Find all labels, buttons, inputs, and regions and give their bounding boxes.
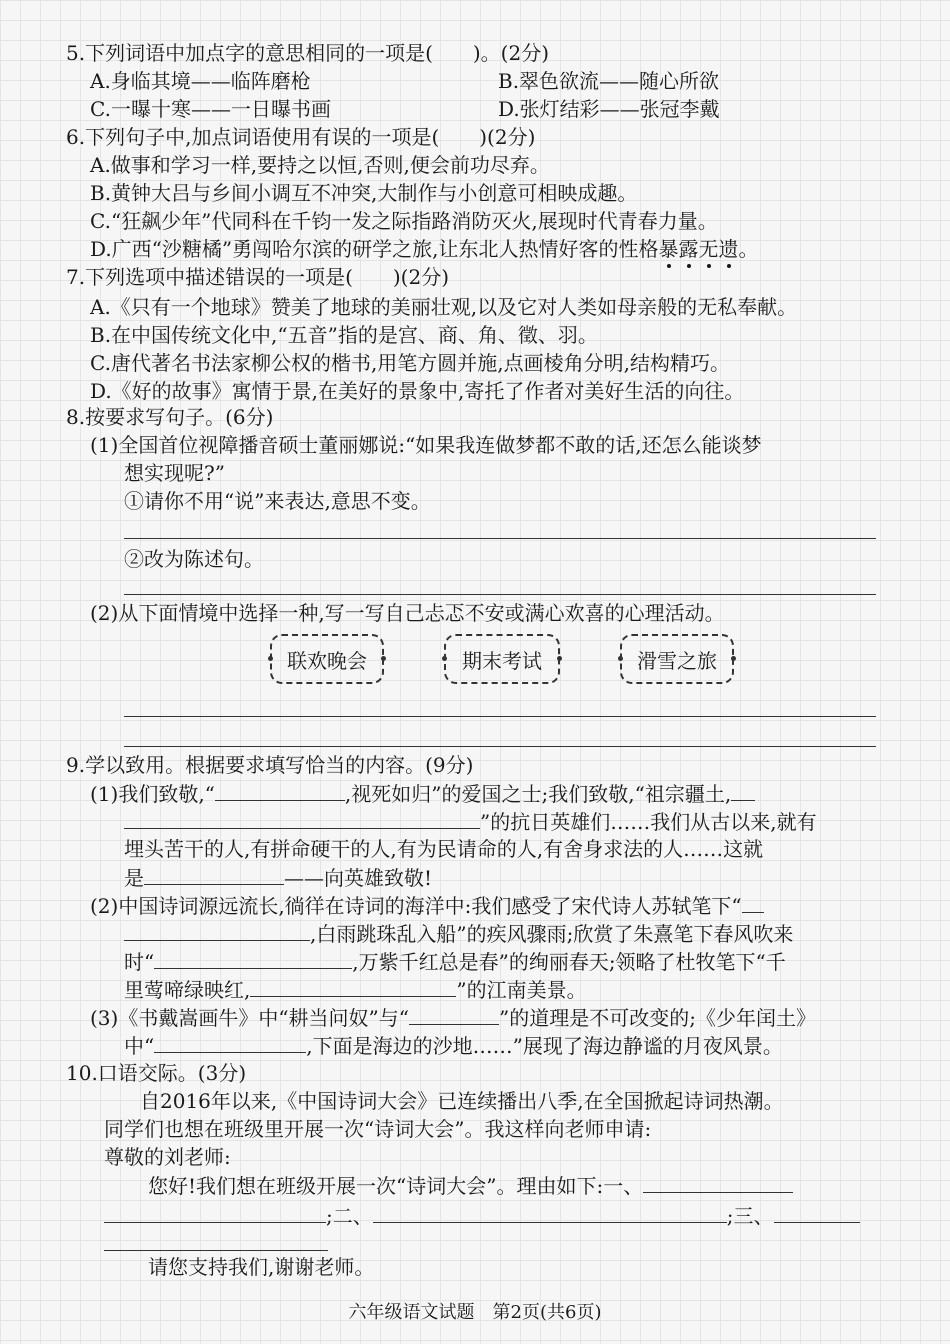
q6-stem: 6.下列句子中,加点词语使用有误的一项是( )(2分) (66, 125, 536, 149)
answer-line[interactable] (124, 594, 876, 595)
fill-blank[interactable] (154, 948, 352, 969)
q9-part3-line2 (124, 1032, 783, 1059)
q9-text: ——向英雄致敬! (284, 866, 433, 890)
q9-part1-line2 (124, 808, 817, 835)
q8-part1-line2: 想实现呢?” (124, 461, 225, 485)
fill-blank[interactable] (124, 920, 310, 941)
q6-option-a: A.做事和学习一样,要持之以恒,否则,便会前功尽弃。 (90, 153, 550, 177)
q7-option-b: B.在中国传统文化中,“五音”指的是宫、商、角、徵、羽。 (90, 323, 598, 347)
q6-option-d-text: D.广西“沙糖橘”勇闯哈尔滨的研学之旅,让东北人热情好客的性格 (90, 237, 659, 261)
q9-text: ,白雨跳珠乱入船”的疾风骤雨;欣赏了朱熹笔下春风吹来 (310, 922, 794, 946)
q9-part1-line4 (124, 864, 432, 891)
fill-blank[interactable] (154, 1032, 306, 1053)
q10-stem: 10.口语交际。(3分) (66, 1061, 247, 1085)
fill-blank[interactable] (124, 808, 480, 829)
answer-line[interactable] (124, 538, 876, 539)
dotted-char: 露 (678, 237, 699, 261)
q9-text: (3)《书戴嵩画牛》中“耕当问奴”与“ (90, 1006, 410, 1030)
q9-part3-line1 (90, 1004, 816, 1031)
dotted-char: 遗 (718, 237, 739, 261)
q9-part2-line3 (124, 948, 786, 975)
fill-blank[interactable] (250, 976, 456, 997)
q9-text: ,万紫千红总是春”的绚丽春天;领略了杜牧笔下“千 (352, 950, 786, 974)
q9-text: (1)我们致敬,“ (90, 782, 215, 806)
fill-blank[interactable] (144, 864, 284, 885)
scenario-option-exam[interactable]: 期末考试 (444, 634, 560, 684)
q6-option-d (90, 236, 759, 262)
q6-option-c: C.“狂飙少年”代同科在千钧一发之际指路消防灭火,展现时代青春力量。 (90, 209, 718, 233)
fill-blank[interactable] (373, 1202, 727, 1223)
q9-part2-line1 (90, 892, 764, 919)
dotted-char: 无 (698, 237, 719, 261)
q9-text: 里莺啼绿映红, (124, 978, 251, 1002)
q8-stem: 8.按要求写句子。(6分) (66, 405, 274, 429)
q7-option-a: A.《只有一个地球》赞美了地球的美丽壮观,以及它对人类如母亲般的无私奉献。 (90, 295, 798, 319)
q5-option-c: C.一曝十寒——一日曝书画 (90, 97, 331, 121)
q9-text: 中“ (124, 1034, 155, 1058)
q9-part1-line1 (90, 780, 755, 807)
scenario-option-party[interactable]: 联欢晚会 (270, 634, 384, 684)
q10-intro-line1: 自2016年以来,《中国诗词大会》已连续播出八季,在全国掀起诗词热潮。 (140, 1089, 784, 1113)
q9-text: ”的抗日英雄们……我们从古以来,就有 (480, 810, 817, 834)
q9-text: ,视死如归”的爱国之士;我们致敬,“祖宗疆土, (344, 782, 732, 806)
q8-part1-sub1: ①请你不用“说”来表达,意思不变。 (124, 489, 431, 513)
answer-line[interactable] (124, 746, 876, 747)
q9-part1-line3: 埋头苦干的人,有拼命硬干的人,有为民请命的人,有舍身求法的人……这就 (124, 837, 764, 861)
q10-salutation: 尊敬的刘老师: (104, 1145, 231, 1169)
q8-part1-sub2: ②改为陈述句。 (124, 547, 264, 571)
q9-text: 是 (124, 866, 144, 890)
q9-text: ”的江南美景。 (456, 978, 587, 1002)
q7-option-d: D.《好的故事》寓情于景,在美好的景象中,寄托了作者对美好生活的向往。 (90, 379, 745, 403)
answer-line[interactable] (124, 716, 876, 717)
fill-blank[interactable] (643, 1172, 793, 1193)
q9-text: (2)中国诗词源远流长,徜徉在诗词的海洋中:我们感受了宋代诗人苏轼笔下“ (90, 894, 742, 918)
q9-text: ,下面是海边的沙地……”展现了海边静谧的月夜风景。 (306, 1034, 783, 1058)
fill-blank[interactable] (742, 892, 764, 913)
q7-option-c: C.唐代著名书法家柳公权的楷书,用笔方圆并施,点画棱角分明,结构精巧。 (90, 351, 731, 375)
answer-line[interactable] (104, 1250, 328, 1251)
q10-intro-line2: 同学们也想在班级里开展一次“诗词大会”。我这样向老师申请: (104, 1117, 652, 1141)
q10-body-line2 (104, 1202, 860, 1229)
page-footer: 六年级语文试题 第2页(共6页) (348, 1302, 602, 1323)
q10-body-line1 (148, 1172, 793, 1199)
q5-option-a: A.身临其境——临阵磨枪 (90, 69, 311, 93)
q9-text: 时“ (124, 950, 155, 974)
fill-blank[interactable] (774, 1202, 860, 1223)
q8-part2: (2)从下面情境中选择一种,写一写自己忐忑不安或满心欢喜的心理活动。 (90, 601, 725, 625)
q10-closing: 请您支持我们,谢谢老师。 (148, 1255, 375, 1279)
q8-part1-line1: (1)全国首位视障播音硕士董丽娜说:“如果我连做梦都不敢的话,还怎么能谈梦 (90, 433, 762, 457)
q5-option-b: B.翠色欲流——随心所欲 (498, 69, 720, 93)
q6-option-d-end: 。 (738, 237, 759, 261)
q9-stem: 9.学以致用。根据要求填写恰当的内容。(9分) (66, 753, 474, 777)
fill-blank[interactable] (731, 780, 755, 801)
q10-text: ;二、 (326, 1204, 373, 1228)
q9-part2-line2 (124, 920, 793, 947)
fill-blank[interactable] (104, 1202, 326, 1223)
q9-part2-line4 (124, 976, 587, 1003)
q6-option-b: B.黄钟大吕与乡间小调互不冲突,大制作与小创意可相映成趣。 (90, 181, 638, 205)
q5-stem: 5.下列词语中加点字的意思相同的一项是( )。(2分) (66, 41, 550, 65)
q10-text: ;三、 (726, 1204, 774, 1228)
fill-blank[interactable] (215, 780, 345, 801)
q7-stem: 7.下列选项中描述错误的一项是( )(2分) (66, 265, 450, 289)
q6-dotted-phrase (659, 237, 739, 261)
scenario-option-skiing[interactable]: 滑雪之旅 (620, 634, 734, 684)
q5-option-d: D.张灯结彩——张冠李戴 (498, 97, 720, 121)
dotted-char: 暴 (658, 237, 679, 261)
fill-blank[interactable] (409, 1004, 499, 1025)
q9-text: ”的道理是不可改变的;《少年闰土》 (499, 1006, 816, 1030)
q10-text: 您好!我们想在班级开展一次“诗词大会”。理由如下:一、 (148, 1174, 644, 1198)
